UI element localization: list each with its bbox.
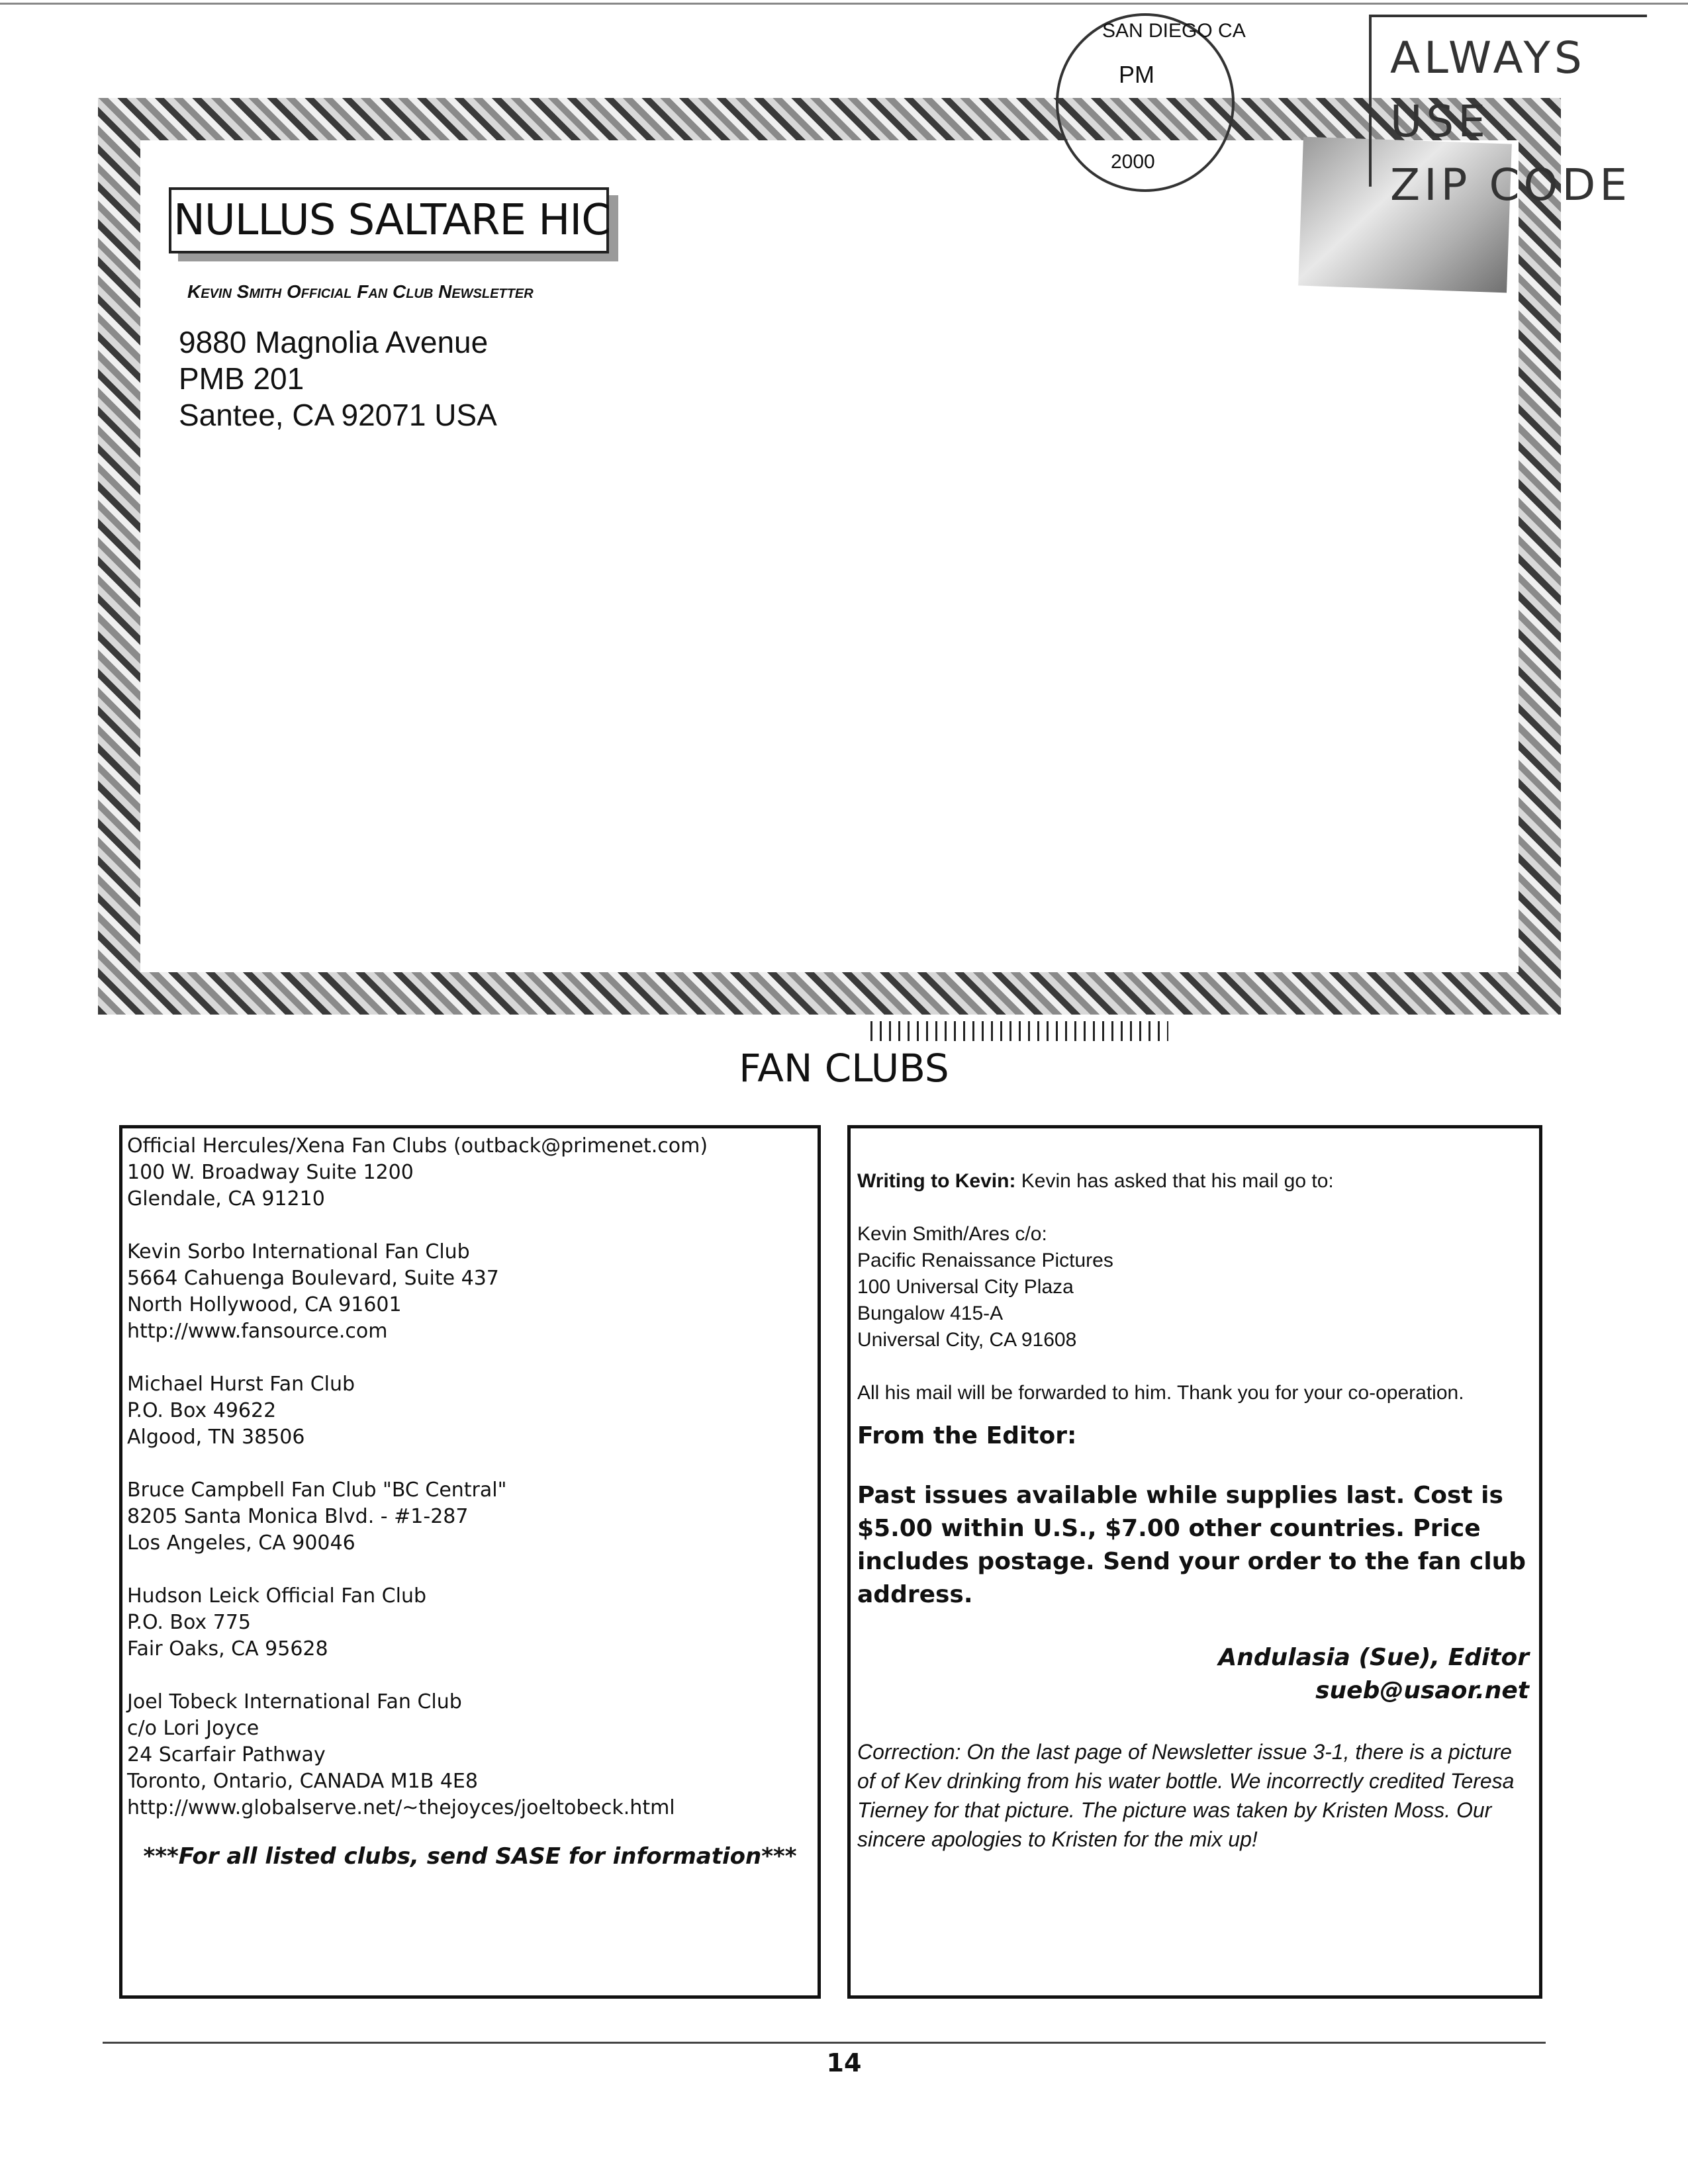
club-line: P.O. Box 49622 — [127, 1399, 277, 1422]
top-rule — [0, 3, 1688, 5]
club-line: 5664 Cahuenga Boulevard, Suite 437 — [127, 1267, 499, 1290]
postal-barcode — [870, 1021, 1168, 1041]
club-line: Official Hercules/Xena Fan Clubs (outback@primenet.com) — [127, 1134, 708, 1158]
club-line: http://www.fansource.com — [127, 1320, 388, 1343]
editor-body: Past issues available while supplies last. Cost is $5.00 within U.S., $7.00 other countries. Price includes postage. Send your order to the fan club address. — [857, 1482, 1526, 1608]
club-line: http://www.globalserve.net/~thejoyces/joeltobeck.html — [127, 1796, 675, 1819]
fan-club-entry — [127, 1371, 708, 1451]
fan-clubs-note: ***For all listed clubs, send SASE for information*** — [143, 1843, 797, 1870]
club-line: Kevin Sorbo International Fan Club — [127, 1240, 470, 1263]
club-line: c/o Lori Joyce — [127, 1717, 259, 1740]
mail-address-line: Pacific Renaissance Pictures — [857, 1250, 1113, 1271]
zip-code-stamp: ALWAYS USE ZIP CODE — [1390, 32, 1632, 210]
fan-clubs-list — [127, 1133, 708, 1848]
club-line: North Hollywood, CA 91601 — [127, 1293, 402, 1316]
mail-address-line: Universal City, CA 91608 — [857, 1329, 1077, 1351]
club-line: 24 Scarfair Pathway — [127, 1743, 326, 1766]
writing-label: Writing to Kevin: — [857, 1170, 1016, 1192]
footer-rule — [103, 2042, 1546, 2044]
fan-club-entry — [127, 1583, 708, 1662]
fan-club-entry — [127, 1689, 708, 1821]
writing-intro: Kevin has asked that his mail go to: — [1021, 1170, 1334, 1192]
fan-club-entry — [127, 1239, 708, 1345]
editor-signature — [857, 1641, 1529, 1707]
section-heading: FAN CLUBS — [739, 1046, 949, 1091]
fan-club-entry — [127, 1477, 708, 1557]
correction-note: Correction: On the last page of Newsletter issue 3-1, there is a picture of of Kev drinking from his water bottle. We incorrectly credited Teresa Tierney for that picture. The picture was taken by Kristen Moss. Our sincere apologies to Kristen for the mix up! — [857, 1740, 1515, 1851]
club-line: 8205 Santa Monica Blvd. - #1-287 — [127, 1505, 469, 1528]
club-line: Toronto, Ontario, CANADA M1B 4E8 — [127, 1770, 478, 1793]
club-line: Glendale, CA 91210 — [127, 1187, 325, 1210]
info-content — [857, 1168, 1529, 1854]
address-line: 9880 Magnolia Avenue — [179, 325, 489, 359]
address-line: Santee, CA 92071 USA — [179, 398, 497, 432]
mail-address-line: Kevin Smith/Ares c/o: — [857, 1223, 1047, 1245]
club-line: Joel Tobeck International Fan Club — [127, 1690, 462, 1713]
page-number: 14 — [826, 2048, 862, 2077]
club-line: Algood, TN 38506 — [127, 1426, 305, 1449]
mail-address-line: Bungalow 415-A — [857, 1302, 1004, 1324]
editor-email[interactable]: sueb@usaor.net — [1315, 1677, 1529, 1704]
club-line: 100 W. Broadway Suite 1200 — [127, 1161, 414, 1184]
club-line: Los Angeles, CA 90046 — [127, 1531, 355, 1555]
masthead-title: NULLUS SALTARE HIC — [173, 196, 610, 245]
fan-club-entry — [127, 1133, 708, 1212]
club-line: Hudson Leick Official Fan Club — [127, 1584, 427, 1608]
editor-heading: From the Editor: — [857, 1422, 1077, 1449]
postmark-time: PM — [1119, 61, 1154, 88]
editor-name: Andulasia (Sue), Editor — [1218, 1644, 1529, 1671]
club-line: Michael Hurst Fan Club — [127, 1373, 355, 1396]
club-line: P.O. Box 775 — [127, 1611, 251, 1634]
address-line: PMB 201 — [179, 361, 305, 396]
club-line: Bruce Campbell Fan Club "BC Central" — [127, 1479, 507, 1502]
club-line: Fair Oaks, CA 95628 — [127, 1637, 328, 1661]
masthead-subtitle: Kevin Smith Official Fan Club Newsletter — [187, 281, 534, 302]
mail-address-line: 100 Universal City Plaza — [857, 1276, 1074, 1298]
postmark-city: SAN DIEGO CA — [1102, 20, 1246, 42]
postmark-year: 2000 — [1111, 151, 1155, 173]
return-address — [179, 324, 497, 433]
forward-note: All his mail will be forwarded to him. Thank you for your co-operation. — [857, 1382, 1464, 1404]
